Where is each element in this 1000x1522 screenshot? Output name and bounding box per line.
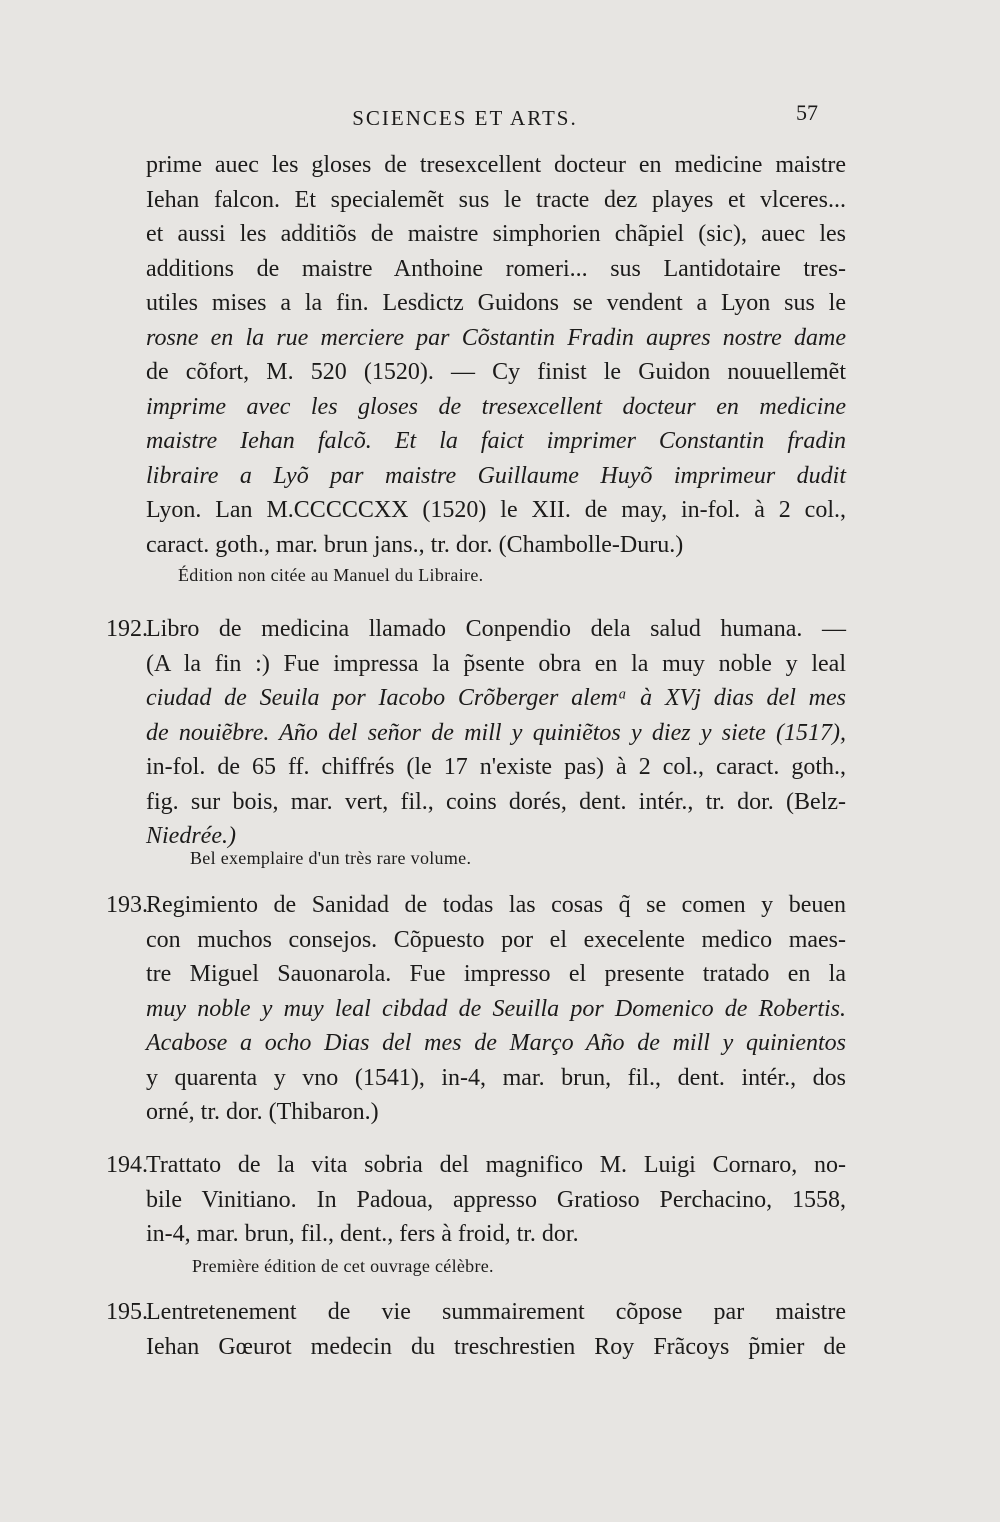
- entry-194-note: Première édition de cet ouvrage célèbre.: [192, 1256, 494, 1276]
- text-line: ciudad de Seuila por Iacobo Crõberger alemᵃ à XVj dias del mes: [146, 685, 846, 711]
- entry-191-note: Édition non citée au Manuel du Libraire.: [178, 565, 484, 585]
- entry-195: [106, 1295, 846, 1364]
- text-line: libraire a Lyõ par maistre Guillaume Huyõ imprimeur dudit: [146, 462, 846, 489]
- text-line: maistre Iehan falcõ. Et la faict imprimer Constantin fradin: [146, 428, 846, 454]
- page-number: 57: [796, 100, 818, 125]
- running-title: SCIENCES ET ARTS.: [352, 106, 578, 130]
- text-line: y quarenta y vno (1541), in-4, mar. brun, fil., dent. intér., dos: [146, 1064, 846, 1091]
- entry-number: 193.: [106, 892, 148, 918]
- entry-193: [106, 888, 846, 1130]
- entry-192: [106, 612, 846, 854]
- text-line: de nouiẽbre. Año del señor de mill y quiniẽtos y diez y siete (1517),: [146, 719, 846, 746]
- text-line: Acabose a ocho Dias del mes de Março Año de mill y quinientos: [146, 1030, 846, 1056]
- text-line: Lyon. Lan M.CCCCCXX (1520) le XII. de may, in-fol. à 2 col.,: [146, 497, 846, 523]
- page-header: [0, 100, 1000, 140]
- entry-number: 192.: [106, 616, 148, 642]
- text-line: (A la fin :) Fue impressa la p̃sente obra en la muy noble y leal: [146, 650, 846, 677]
- text-line: tre Miguel Sauonarola. Fue impresso el presente tratado en la: [146, 961, 846, 987]
- entry-191: [146, 148, 846, 562]
- text-line: Trattato de la vita sobria del magnifico M. Luigi Cornaro, no-: [146, 1152, 846, 1178]
- text-line: muy noble y muy leal cibdad de Seuilla por Domenico de Robertis.: [146, 995, 846, 1022]
- text-line: Lentretenement de vie summairement cõpose par maistre: [146, 1299, 846, 1325]
- text-line: in-fol. de 65 ff. chiffrés (le 17 n'existe pas) à 2 col., caract. goth.,: [146, 754, 846, 780]
- text-line: caract. goth., mar. brun jans., tr. dor. (Chambolle-Duru.): [146, 531, 684, 558]
- text-line: in-4, mar. brun, fil., dent., fers à froid, tr. dor.: [146, 1221, 579, 1247]
- text-line: de cõfort, M. 520 (1520). — Cy finist le Guidon nouuellemẽt: [146, 359, 846, 385]
- text-line: prime auec les gloses de tresexcellent docteur en medicine maistre: [146, 152, 846, 178]
- text-line: imprime avec les gloses de tresexcellent docteur en medicine: [146, 393, 846, 420]
- text-line: et aussi les additiõs de maistre simphorien chãpiel (sic), auec les: [146, 221, 846, 247]
- text-line: Niedrée.): [146, 823, 236, 849]
- text-line: rosne en la rue merciere par Cõstantin Fradin aupres nostre dame: [146, 324, 846, 351]
- text-line: con muchos consejos. Cõpuesto por el execelente medico maes-: [146, 926, 846, 953]
- text-line: additions de maistre Anthoine romeri... sus Lantidotaire tres-: [146, 255, 846, 282]
- entry-194: [106, 1148, 846, 1252]
- text-line: utiles mises a la fin. Lesdictz Guidons se vendent a Lyon sus le: [146, 290, 846, 316]
- text-line: Iehan falcon. Et specialemẽt sus le tracte dez playes et vlceres...: [146, 186, 846, 213]
- entry-192-note: Bel exemplaire d'un très rare volume.: [190, 848, 472, 868]
- entry-number: 195.: [106, 1299, 148, 1325]
- text-line: fig. sur bois, mar. vert, fil., coins dorés, dent. intér., tr. dor. (Belz-: [146, 788, 846, 815]
- text-line: Libro de medicina llamado Conpendio dela salud humana. —: [146, 616, 846, 642]
- text-line: orné, tr. dor. (Thibaron.): [146, 1099, 379, 1125]
- text-line: Regimiento de Sanidad de todas las cosas q̃ se comen y beuen: [146, 892, 846, 918]
- text-line: Iehan Gœurot medecin du treschrestien Roy Frãcoys p̃mier de: [146, 1333, 846, 1360]
- text-line: bile Vinitiano. In Padoua, appresso Gratioso Perchacino, 1558,: [146, 1186, 846, 1213]
- entry-number: 194.: [106, 1152, 148, 1178]
